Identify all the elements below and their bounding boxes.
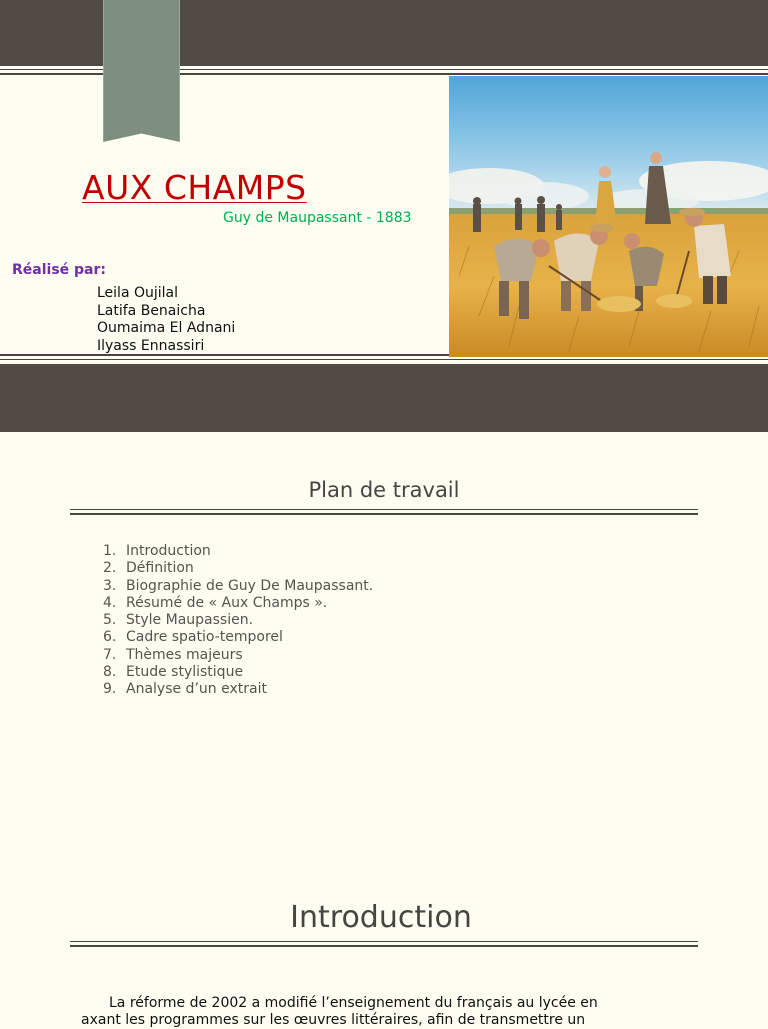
plan-item: 9. Analyse d’un extrait <box>103 681 267 698</box>
credit-label: Réalisé par: <box>12 262 106 278</box>
member-name: Latifa Benaicha <box>97 302 206 319</box>
member-name: Leila Oujilal <box>97 285 179 301</box>
plan-list <box>103 543 373 699</box>
member-name: Ilyass Ennassiri <box>97 337 205 354</box>
bookmark-ribbon <box>103 0 180 142</box>
cover-subtitle: Guy de Maupassant - 1883 <box>223 210 412 226</box>
plan-rule-2 <box>70 513 698 515</box>
plan-item: 5. Style Maupassien. <box>103 612 254 629</box>
member-name: Oumaima El Adnani <box>97 320 236 336</box>
cover-slide <box>0 0 768 432</box>
plan-item: 1. Introduction <box>103 543 211 559</box>
plan-item: 2. Définition <box>103 560 194 577</box>
intro-paragraph: La réforme de 2002 a modifié l’enseignement du français au lycée en axant les programmes sur les œuvres littéraires, afin de transmettre un <box>81 995 598 1028</box>
plan-title: Plan de travail <box>308 478 460 502</box>
plan-item: 7. Thèmes majeurs <box>103 646 243 663</box>
intro-title: Introduction <box>290 900 472 935</box>
cover-title: AUX CHAMPS <box>82 168 307 207</box>
plan-rule-1 <box>70 509 698 510</box>
plan-item: 6. Cadre spatio-temporel <box>103 629 283 646</box>
bottom-rule-2 <box>0 359 768 360</box>
intro-rule-1 <box>70 941 698 942</box>
plan-item: 4. Résumé de « Aux Champs ». <box>103 594 328 611</box>
bottom-band <box>0 364 768 432</box>
harvest-painting <box>449 76 768 357</box>
plan-item: 3. Biographie de Guy De Maupassant. <box>103 577 374 594</box>
plan-item: 8. Etude stylistique <box>103 664 244 681</box>
member-list <box>97 285 235 355</box>
intro-rule-2 <box>70 945 698 947</box>
bottom-rule-1 <box>0 354 449 356</box>
